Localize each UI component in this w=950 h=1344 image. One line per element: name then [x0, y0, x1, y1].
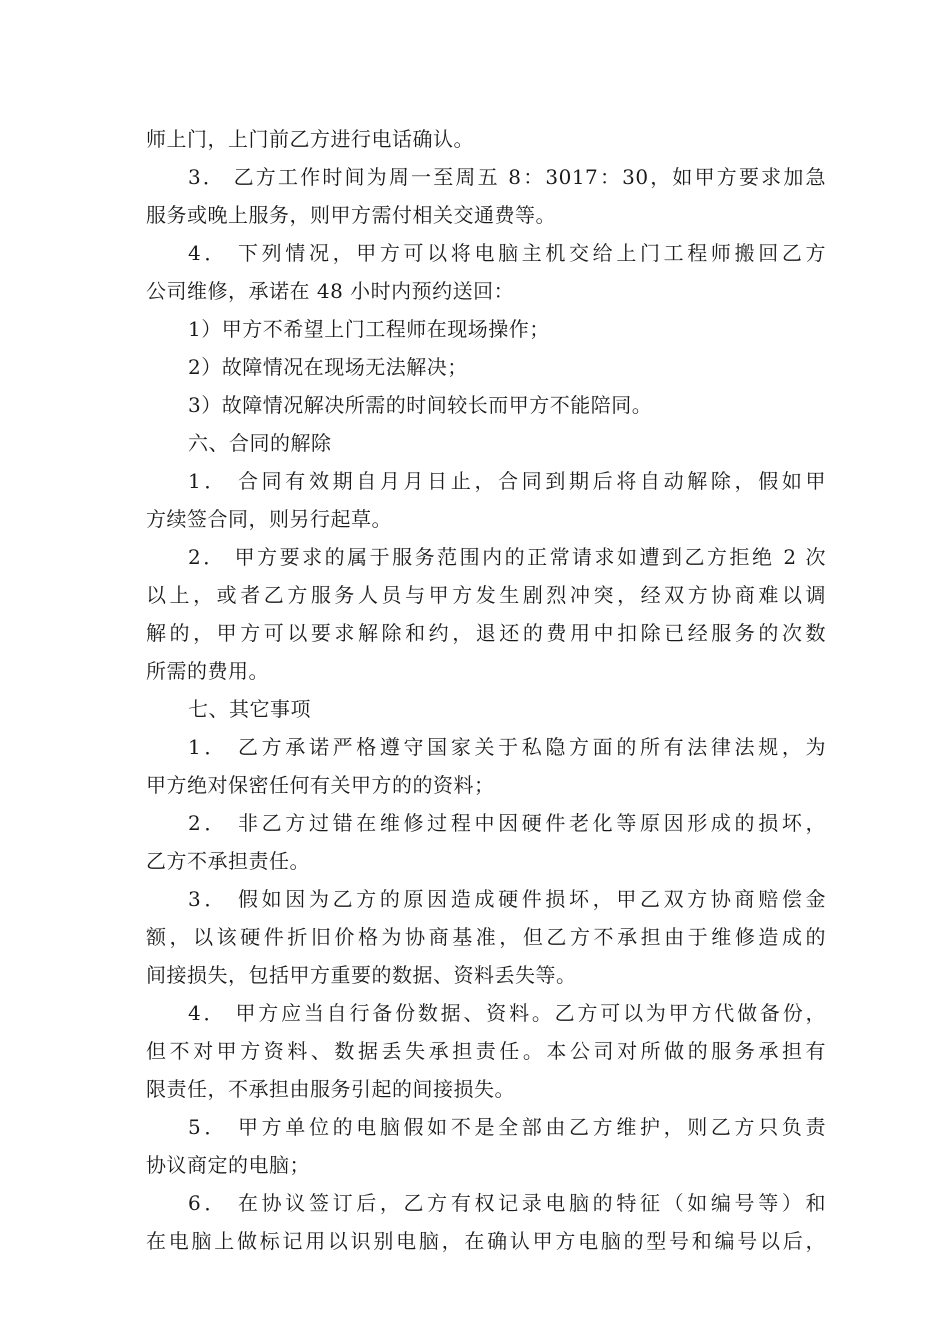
- document-line: 七、其它事项: [188, 697, 311, 721]
- document-line: 3）故障情况解决所需的时间较长而甲方不能陪同。: [188, 393, 653, 417]
- document-line: 1． 乙方承诺严格遵守国家关于私隐方面的所有法律法规，为: [188, 735, 826, 759]
- document-line: 协议商定的电脑；: [146, 1153, 310, 1177]
- document-body: [146, 120, 826, 1260]
- document-line: 5． 甲方单位的电脑假如不是全部由乙方维护，则乙方只负责: [188, 1115, 826, 1139]
- document-line: 1． 合同有效期自月月日止，合同到期后将自动解除，假如甲: [188, 469, 826, 493]
- document-line: 以上，或者乙方服务人员与甲方发生剧烈冲突，经双方协商难以调: [146, 583, 826, 607]
- document-line: 4． 下列情况，甲方可以将电脑主机交给上门工程师搬回乙方: [188, 241, 826, 265]
- document-line: 额，以该硬件折旧价格为协商基准，但乙方不承担由于维修造成的: [146, 925, 826, 949]
- document-line: 在电脑上做标记用以识别电脑，在确认甲方电脑的型号和编号以后，: [146, 1229, 826, 1253]
- document-line: 间接损失，包括甲方重要的数据、资料丢失等。: [146, 963, 577, 987]
- document-line: 服务或晚上服务，则甲方需付相关交通费等。: [146, 203, 556, 227]
- document-line: 3． 假如因为乙方的原因造成硬件损坏，甲乙双方协商赔偿金: [188, 887, 826, 911]
- document-line: 甲方绝对保密任何有关甲方的的资料；: [146, 773, 495, 797]
- document-line: 4． 甲方应当自行备份数据、资料。乙方可以为甲方代做备份，: [188, 1001, 826, 1025]
- document-line: 2． 甲方要求的属于服务范围内的正常请求如遭到乙方拒绝 2 次: [188, 545, 826, 569]
- document-line: 所需的费用。: [146, 659, 269, 683]
- document-line: 乙方不承担责任。: [146, 849, 310, 873]
- document-line: 3． 乙方工作时间为周一至周五 8：3017：30，如甲方要求加急: [188, 165, 826, 189]
- document-line: 公司维修，承诺在 48 小时内预约送回：: [146, 279, 515, 303]
- document-line: 6． 在协议签订后，乙方有权记录电脑的特征（如编号等）和: [188, 1191, 826, 1215]
- document-line: 2）故障情况在现场无法解决；: [188, 355, 468, 379]
- document-line: 2． 非乙方过错在维修过程中因硬件老化等原因形成的损坏，: [188, 811, 826, 835]
- document-line: 解的，甲方可以要求解除和约，退还的费用中扣除已经服务的次数: [146, 621, 826, 645]
- document-line: 但不对甲方资料、数据丢失承担责任。本公司对所做的服务承担有: [146, 1039, 826, 1063]
- document-line: 限责任，不承担由服务引起的间接损失。: [146, 1077, 515, 1101]
- document-line: 六、合同的解除: [188, 431, 332, 455]
- document-line: 方续签合同，则另行起草。: [146, 507, 392, 531]
- document-line: 师上门，上门前乙方进行电话确认。: [146, 127, 474, 151]
- document-line: 1）甲方不希望上门工程师在现场操作；: [188, 317, 550, 341]
